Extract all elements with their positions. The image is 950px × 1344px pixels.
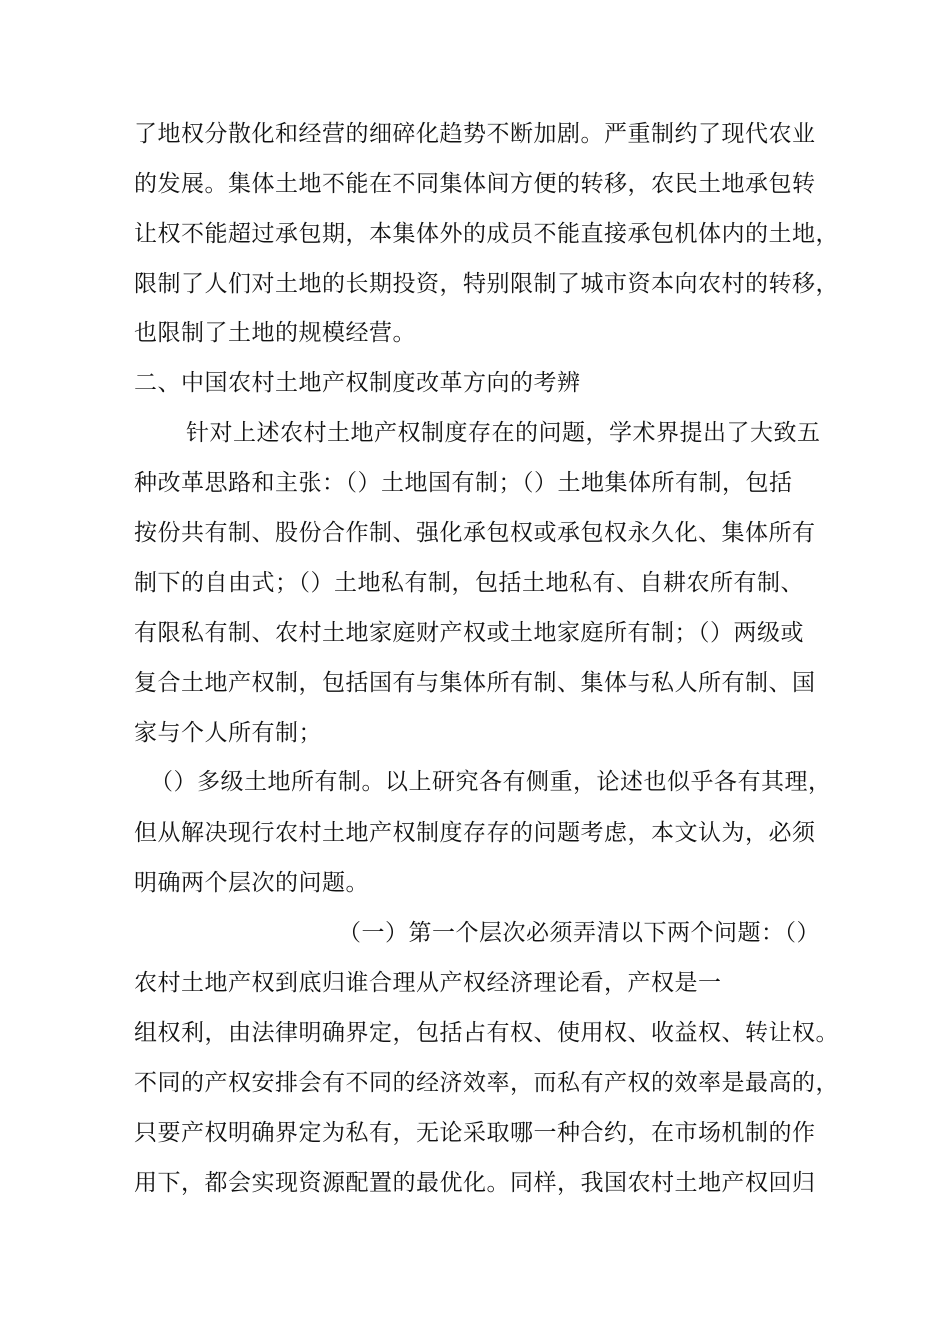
paragraph-line: 制下的自由式；（）土地私有制，包括土地私有、自耕农所有制、 — [134, 570, 804, 596]
paragraph-line: 家与个人所有制； — [134, 720, 322, 746]
paragraph-line: 种改革思路和主张：（）土地国有制；（）土地集体所有制，包括 — [134, 470, 793, 496]
section-heading: 二、中国农村土地产权制度改革方向的考辨 — [134, 370, 581, 396]
paragraph-line: 的发展。集体土地不能在不同集体间方便的转移，农民土地承包转 — [134, 171, 816, 197]
paragraph-line: 了地权分散化和经营的细碎化趋势不断加剧。严重制约了现代农业 — [134, 121, 816, 147]
paragraph-line: 明确两个层次的问题。 — [134, 870, 369, 896]
paragraph-line: 复合土地产权制，包括国有与集体所有制、集体与私人所有制、国 — [134, 670, 816, 696]
paragraph-line: 针对上述农村土地产权制度存在的问题，学术界提出了大致五 — [186, 420, 821, 446]
paragraph-line: 让权不能超过承包期，本集体外的成员不能直接承包机体内的土地， — [134, 221, 839, 247]
subsection-heading: （一）第一个层次必须弄清以下两个问题：（） — [338, 920, 820, 946]
paragraph-line: 但从解决现行农村土地产权制度存存的问题考虑，本文认为，必须 — [134, 820, 816, 846]
paragraph-line: 组权利，由法律明确界定，包括占有权、使用权、收益权、转让权。 — [134, 1020, 839, 1046]
paragraph-line: （）多级土地所有制。以上研究各有侧重，论述也似乎各有其理， — [150, 769, 832, 795]
paragraph-line: 限制了人们对土地的长期投资，特别限制了城市资本向农村的转移， — [134, 271, 839, 297]
paragraph-line: 有限私有制、农村土地家庭财产权或土地家庭所有制；（）两级或 — [134, 620, 804, 646]
paragraph-line: 按份共有制、股份合作制、强化承包权或承包权永久化、集体所有 — [134, 520, 816, 546]
paragraph-line: 也限制了土地的规模经营。 — [134, 320, 416, 346]
paragraph-line: 只要产权明确界定为私有，无论采取哪一种合约，在市场机制的作 — [134, 1120, 816, 1146]
paragraph-line: 农村土地产权到底归谁合理从产权经济理论看，产权是一 — [134, 970, 722, 996]
paragraph-line: 不同的产权安排会有不同的经济效率，而私有产权的效率是最高的， — [134, 1070, 839, 1096]
paragraph-line: 用下，都会实现资源配置的最优化。同样，我国农村土地产权回归 — [134, 1170, 816, 1196]
